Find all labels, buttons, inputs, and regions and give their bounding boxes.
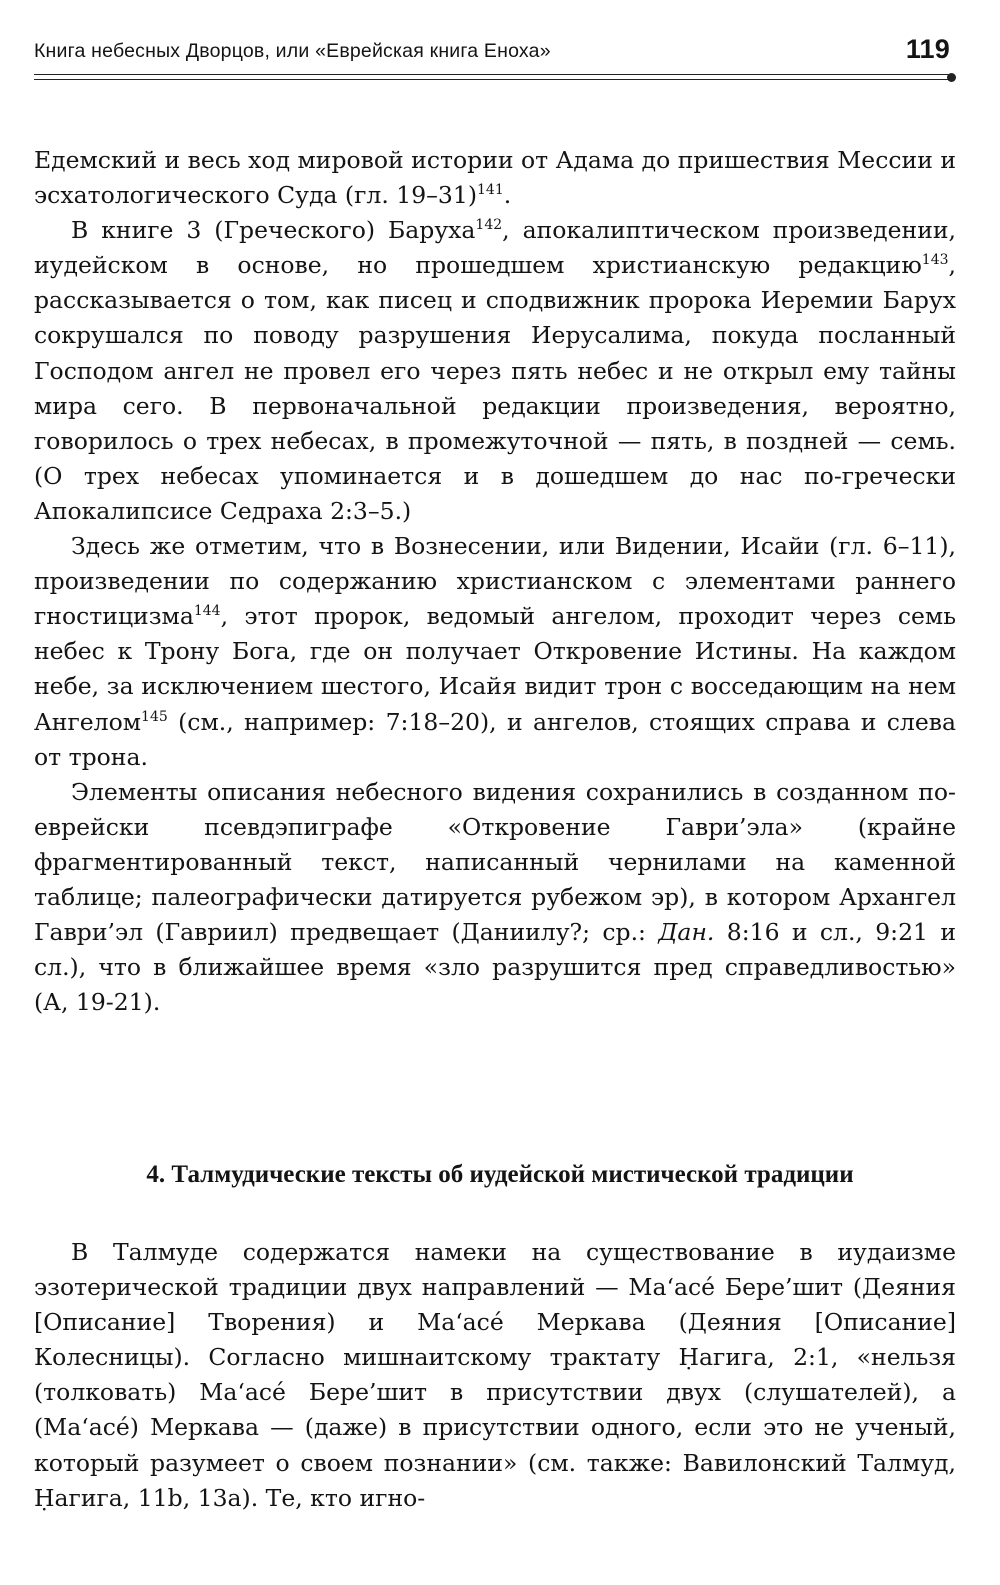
paragraph-4-italic-ref: Дан. <box>658 918 715 947</box>
paragraph-4-text-a: Элементы описания небесного видения сохранились в созданном по-еврейски псевдэпиграфе «Откровение Гаври’эла» (крайне фрагментированный текст, написанный чернилами на каменной таблице; палеографически датируется рубежом эр), в котором Архангел Гаври’эл (Гавриил) предвещает (Даниилу?; ср.: <box>34 777 956 947</box>
paragraph-2 <box>34 213 956 529</box>
footnote-ref-143: 143 <box>921 252 949 269</box>
paragraph-2-text-b: , апокалиптическом произведении, иудейском в основе, но прошедшем христианскую редакцию <box>34 216 956 280</box>
header-rule <box>34 74 952 80</box>
paragraph-1-end: . <box>503 181 512 210</box>
paragraph-1-text: Едемский и весь ход мировой истории от Адама до пришествия Мессии и эсхатологического Суда (гл. 19–31) <box>34 146 956 210</box>
section-body-text <box>34 1235 956 1516</box>
paragraph-4 <box>34 775 956 1021</box>
header-rule-dot <box>947 73 956 82</box>
footnote-ref-141: 141 <box>477 182 504 199</box>
paragraph-3-text-b: , этот пророк, ведомый ангелом, проходит через семь небес к Трону Бога, где он получает Откровение Истины. На каждом небе, за исключением шестого, Исайя видит трон с восседающим на нем Ангелом <box>34 602 956 736</box>
section-paragraph-1: В Талмуде содержатся намеки на существование в иудаизме эзотерической традиции двух направлений — Ма‘асе́ Бере’шит (Деяния [Описание] Творения) и Ма‘асе́ Меркава (Деяния [Описание] Колесницы). Согласно мишнаитскому трактату Ḥагига, 2:1, «нельзя (толковать) Ма‘асе́ Бере’шит в присутствии двух (слушателей), а (Ма‘асе́) Меркава — (даже) в присутствии одного, если это не ученый, который разумеет о своем познании» (см. также: Вавилонский Талмуд, Ḥагига, 11b, 13a). Те, кто игно- <box>34 1238 956 1512</box>
paragraph-1 <box>34 143 956 213</box>
footnote-ref-144: 144 <box>193 603 221 620</box>
running-header <box>34 34 956 68</box>
paragraph-3-text-a: Здесь же отметим, что в Вознесении, или Видении, Исайи (гл. 6–11), произведении по содержанию христианском с элементами раннего гностицизма <box>34 532 956 631</box>
page-number: 119 <box>905 34 950 64</box>
footnote-ref-145: 145 <box>141 708 168 725</box>
paragraph-4-text-b: 8:16 и сл., 9:21 и сл.), что в ближайшее время «зло разрушится пред справедливостью» (А, 19-21). <box>34 918 956 1017</box>
paragraph-2-text-a: В книге 3 (Греческого) Баруха <box>71 216 476 245</box>
paragraph-3 <box>34 529 956 775</box>
footnote-ref-142: 142 <box>475 217 503 234</box>
section-heading: 4. Талмудические тексты об иудейской мистической традиции <box>146 1161 854 1188</box>
body-text <box>34 143 956 1020</box>
paragraph-2-text-c: , рассказывается о том, как писец и сподвижник пророка Иеремии Барух сокрушался по поводу разрушения Иерусалима, покуда посланный Господом ангел не провел его через пять небес и не открыл ему тайны мира сего. В первоначальной редакции произведения, вероятно, говорилось о трех небесах, в промежуточной — пять, в поздней — семь. (О трех небесах упоминается и в дошедшем до нас по-гречески Апокалипсисе Седраха 2:3–5.) <box>34 251 956 525</box>
running-title: Книга небесных Дворцов, или «Еврейская книга Еноха» <box>34 40 551 62</box>
paragraph-3-text-c: (см., например: 7:18–20), и ангелов, стоящих справа и слева от трона. <box>34 707 956 771</box>
